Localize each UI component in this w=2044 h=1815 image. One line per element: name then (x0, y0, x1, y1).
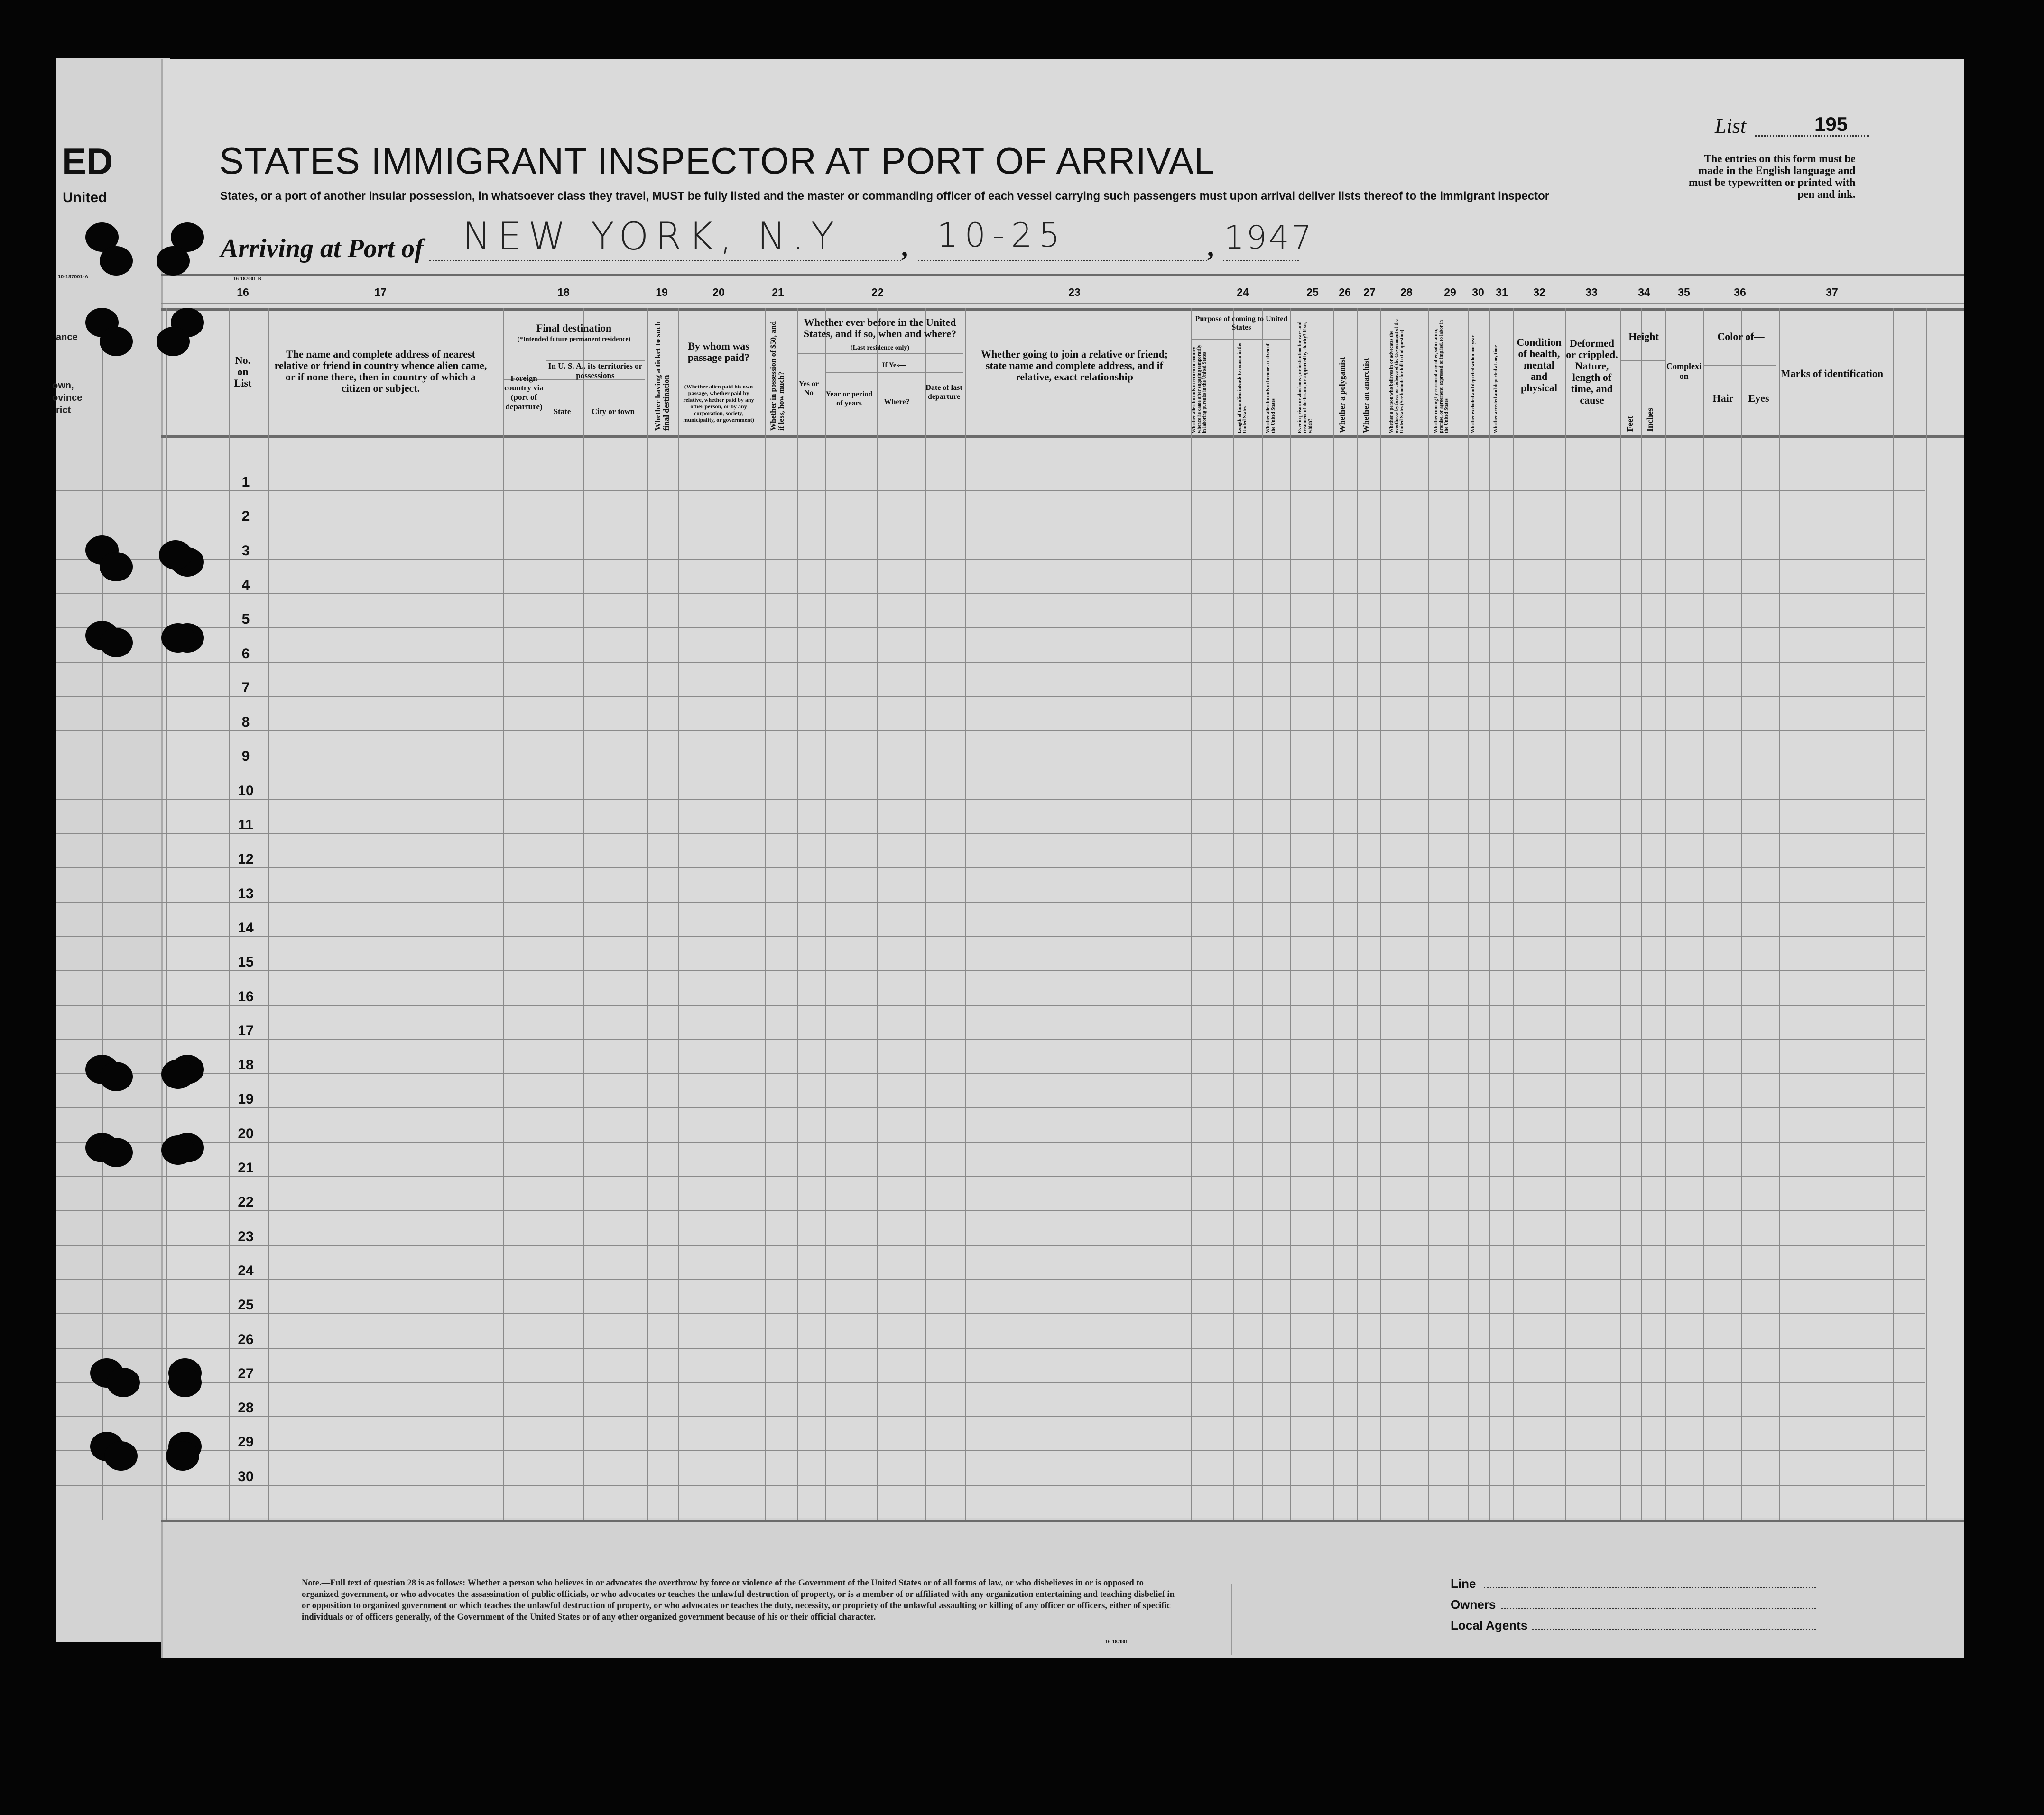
row-number: 5 (241, 611, 250, 627)
punch-hole (100, 246, 133, 276)
column-number: 30 (1472, 286, 1484, 298)
form-code: 16-187001-B (233, 276, 261, 282)
column-number: 24 (1237, 286, 1249, 298)
entries-note (1689, 153, 1856, 200)
row-number: 8 (241, 714, 250, 730)
port-handwritten: NEW YORK, N.Y (462, 214, 841, 258)
punch-hole (157, 246, 190, 276)
punch-hole (100, 552, 133, 581)
column-number: 17 (374, 286, 387, 298)
left-title-fragment: ED (62, 140, 113, 182)
punch-hole (107, 1368, 140, 1397)
column-number: 35 (1678, 286, 1690, 298)
column-number: 19 (656, 286, 668, 298)
row-rule (56, 1382, 1925, 1383)
comma-separator: , (901, 233, 908, 262)
header-passage-paid-note: (Whether alien paid his own passage, whether paid by relative, whether paid by any other person, or by any corporation, society, municipality, or government) (683, 383, 754, 423)
date-line (918, 260, 1207, 261)
arriving-label: Arriving at Port of (221, 234, 424, 263)
form-title: STATES IMMIGRANT INSPECTOR AT PORT OF ARRIVAL (219, 140, 1215, 182)
row-number: 30 (238, 1468, 254, 1484)
row-number: 17 (238, 1023, 254, 1039)
entries-note-line: pen and ink. (1797, 188, 1856, 200)
row-rule (56, 696, 1925, 697)
left-header-fragment: rict (56, 405, 71, 415)
list-label: List (1715, 114, 1747, 138)
row-rule (56, 1142, 1925, 1143)
punch-hole (161, 1060, 194, 1089)
date-handwritten: 10-25 (937, 216, 1067, 255)
footnote-form-code: 16-187001 (1105, 1639, 1128, 1645)
header-purpose: Purpose of coming to United States (1195, 315, 1288, 332)
header-purpose-citizen: Whether alien intends to become a citizen of the United States (1266, 343, 1276, 433)
line-label: Line (1451, 1576, 1476, 1591)
column-number: 28 (1400, 286, 1413, 298)
row-number: 4 (241, 577, 250, 593)
header-passage-paid: By whom was passage paid? (687, 340, 750, 363)
row-number: 1 (241, 474, 250, 490)
header-top-rule (161, 308, 1964, 311)
header-overthrow: Whether a person who believes in or advocates the overthrow by force or violence of the Government of the United States (See footnote for full text of question) (1389, 319, 1405, 433)
header-state: State (553, 407, 571, 416)
header-city: City or town (591, 407, 635, 416)
header-complexion: Complexion (1666, 361, 1702, 381)
subheader-rule (825, 372, 963, 373)
paper-tear (1231, 1584, 1233, 1655)
row-rule (56, 1245, 1925, 1246)
column-number: 29 (1444, 286, 1456, 298)
column-number: 21 (772, 286, 784, 298)
row-rule (56, 1348, 1925, 1349)
header-ever-before-note: (Last residence only) (850, 344, 910, 351)
punch-hole (100, 628, 133, 657)
punch-hole (100, 1062, 133, 1091)
row-number: 13 (238, 885, 254, 902)
row-rule (56, 1210, 1925, 1211)
header-inches: Inches (1645, 407, 1655, 432)
row-rule (56, 662, 1925, 663)
row-rule (56, 1450, 1925, 1451)
row-number: 21 (238, 1160, 254, 1176)
column-number: 20 (712, 286, 725, 298)
column-number: 36 (1734, 286, 1746, 298)
header-if-yes: If Yes— (882, 361, 906, 369)
header-color-of: Color of— (1717, 331, 1765, 342)
line-field (1484, 1587, 1816, 1588)
list-number: 195 (1814, 113, 1848, 135)
header-anarchist: Whether an anarchist (1361, 358, 1370, 433)
header-excluded: Whether excluded and deported within one year (1471, 335, 1476, 433)
column-number: 31 (1496, 286, 1508, 298)
row-rule (56, 1485, 1925, 1486)
row-number: 20 (238, 1125, 254, 1142)
left-form-code: 10-187001-A (58, 274, 89, 280)
table-top-rule (161, 274, 1964, 276)
row-number: 18 (238, 1057, 254, 1073)
header-purpose-length: Length of time alien intends to remain in the United States (1237, 343, 1248, 433)
punch-hole (159, 540, 192, 570)
year-handwritten: 1947 (1224, 219, 1314, 257)
column-number: 26 (1339, 286, 1351, 298)
header-in-usa: In U. S. A., its territories or possessions (548, 361, 643, 380)
port-line (429, 260, 901, 261)
sheet-edge (161, 59, 163, 1658)
header-foreign-country: Foreign country via (port of departure) (504, 374, 544, 411)
row-number: 25 (238, 1297, 254, 1313)
row-number: 22 (238, 1194, 254, 1210)
header-nearest-relative: The name and complete address of nearest relative or friend in country whence alien came, or if none there, then in country of which a citizen or subject. (274, 348, 487, 394)
row-rule (56, 1107, 1925, 1108)
row-number: 11 (238, 817, 253, 833)
row-rule (56, 970, 1925, 971)
header-fifty-dollars: Whether in possession of $50, and if less, how much? (769, 321, 786, 431)
row-rule (56, 730, 1925, 731)
header-ticket: Whether having a ticket to such final destination (653, 321, 671, 431)
row-rule (56, 1039, 1925, 1040)
punch-hole (100, 1138, 133, 1167)
header-hair: Hair (1712, 392, 1734, 404)
header-height: Height (1628, 331, 1659, 342)
row-number: 6 (241, 645, 250, 662)
entries-note-line: made in the English language and (1698, 165, 1856, 176)
row-rule (56, 936, 1925, 937)
row-rule (56, 902, 1925, 903)
row-number: 16 (238, 988, 254, 1004)
comma-separator: , (1207, 233, 1214, 262)
row-rule (56, 1313, 1925, 1314)
subheader-rule (797, 353, 963, 354)
header-eyes: Eyes (1748, 392, 1769, 404)
row-number: 28 (238, 1400, 254, 1416)
row-rule (56, 627, 1925, 628)
header-final-destination: Final destination (536, 322, 612, 334)
punch-hole (166, 1441, 199, 1471)
header-join-relative: Whether going to join a relative or friend; state name and complete address, and if relative, exact relationship (980, 348, 1168, 383)
left-header-fragment: ovince (52, 393, 83, 403)
row-rule (56, 1073, 1925, 1074)
manifest-sheet (161, 59, 1964, 1658)
row-rule (56, 1279, 1925, 1280)
question-28-footnote: Note.—Full text of question 28 is as follows: Whether a person who believes in or advocates the overthrow by force or violence of the Government of the United States or of all forms of law, or who disbelieves in or is opposed to organized government, or who advocates the assassination of public officials, or who advocates or teaches the unlawful destruction of property, or is a member of or affiliated with any organization entertaining and teaching disbelief in or opposition to organized government or which teaches the unlawful destruction of property, or who advocates or teaches the duty, necessity, or propriety of the unlawful assaulting or killing of any officer or officers, either of specific individuals or of officers generally, of the Government of the United States or of any other organized government because of his or their official character. (302, 1578, 1175, 1622)
header-ever-before: Whether ever before in the United States, and if so, when and where? (803, 316, 957, 340)
column-number: 33 (1585, 286, 1598, 298)
left-header-fragment: ance (56, 332, 78, 342)
local-agents-field (1532, 1629, 1816, 1630)
column-number: 32 (1533, 286, 1545, 298)
row-number: 9 (241, 748, 250, 765)
owners-label: Owners (1451, 1597, 1496, 1612)
row-number: 14 (238, 920, 254, 936)
list-line (1755, 135, 1869, 137)
table-bottom-rule (161, 1520, 1964, 1522)
row-rule (56, 867, 1925, 868)
column-number: 25 (1306, 286, 1319, 298)
header-prison: Ever in prison or almshouse, or institution for care and treatment of the insane, or supported by charity? If so, which? (1297, 322, 1313, 433)
header-purpose-return: Whether alien intends to return to country whence he came after engaging temporarily in laboring pursuits in the United States (1192, 344, 1207, 433)
row-rule (56, 799, 1925, 800)
header-bottom-rule (161, 435, 1964, 438)
column-number-rule (161, 303, 1964, 304)
row-rule (56, 1416, 1925, 1417)
column-number: 34 (1638, 286, 1650, 298)
column-number: 18 (557, 286, 570, 298)
header-labor-offer: Whether coming by reason of any offer, solicitation, promise, or agreement, expressed or implied, to labor in the United States (1434, 320, 1449, 433)
row-number: 15 (238, 954, 254, 970)
header-polygamist: Whether a polygamist (1338, 357, 1347, 433)
row-number: 24 (238, 1262, 254, 1279)
row-rule (56, 833, 1925, 834)
row-number: 3 (241, 543, 250, 559)
column-number: 23 (1068, 286, 1081, 298)
punch-hole (161, 623, 194, 653)
local-agents-label: Local Agents (1451, 1618, 1528, 1632)
column-number: 37 (1826, 286, 1838, 298)
header-year-period: Year or period of years (825, 390, 873, 407)
left-page-sheet (56, 58, 170, 1642)
row-number: 27 (238, 1365, 254, 1382)
column-number: 22 (871, 286, 884, 298)
row-number: 7 (241, 680, 250, 696)
owners-field (1501, 1608, 1816, 1609)
header-yes-no: Yes or No (798, 380, 819, 397)
row-number: 29 (238, 1434, 254, 1450)
subheader-rule (1191, 339, 1290, 340)
row-number: 10 (238, 783, 254, 799)
column-rule (1926, 308, 1927, 1520)
header-arrested: Whether arrested and deported at any time (1493, 345, 1498, 433)
subheader-rule (1703, 365, 1776, 366)
row-rule (56, 593, 1925, 594)
entries-note-line: must be typewritten or printed with (1689, 176, 1856, 188)
row-rule (56, 559, 1925, 560)
year-line (1223, 260, 1299, 261)
row-rule (56, 1005, 1925, 1006)
header-health: Condition of health, mental and physical (1517, 336, 1562, 394)
header-final-destination-note: (*Intended future permanent residence) (517, 336, 631, 343)
row-number: 26 (238, 1331, 254, 1347)
row-number: 23 (238, 1228, 254, 1244)
header-no-on-list: No. on List (234, 354, 252, 389)
punch-hole (104, 1441, 138, 1471)
form-subtitle: States, or a port of another insular possession, in whatsoever class they travel, MUST be fully listed and the master or commanding officer of each vessel carrying such passengers must upon arrival deliver lists thereof to the immigrant inspector (220, 190, 1550, 203)
punch-hole (100, 327, 133, 356)
punch-hole (157, 327, 190, 356)
row-number: 19 (238, 1091, 254, 1107)
row-number: 2 (241, 508, 250, 525)
entries-note-line: The entries on this form must be (1704, 153, 1856, 165)
row-rule (56, 490, 1925, 491)
left-subtitle-fragment: United (63, 190, 107, 205)
column-number: 27 (1363, 286, 1376, 298)
punch-hole (161, 1135, 194, 1165)
header-where: Where? (884, 398, 910, 406)
row-rule (56, 1176, 1925, 1177)
row-number: 12 (238, 851, 254, 867)
subheader-rule (1620, 360, 1665, 361)
column-number: 16 (237, 286, 249, 298)
header-feet: Feet (1625, 416, 1635, 432)
punch-hole (168, 1368, 202, 1397)
header-marks-identification: Marks of identification (1780, 368, 1884, 379)
left-header-fragment: own, (52, 380, 74, 391)
header-deformed: Deformed or crippled. Nature, length of time, and cause (1566, 337, 1618, 406)
header-date-departure: Date of last departure (925, 384, 962, 401)
